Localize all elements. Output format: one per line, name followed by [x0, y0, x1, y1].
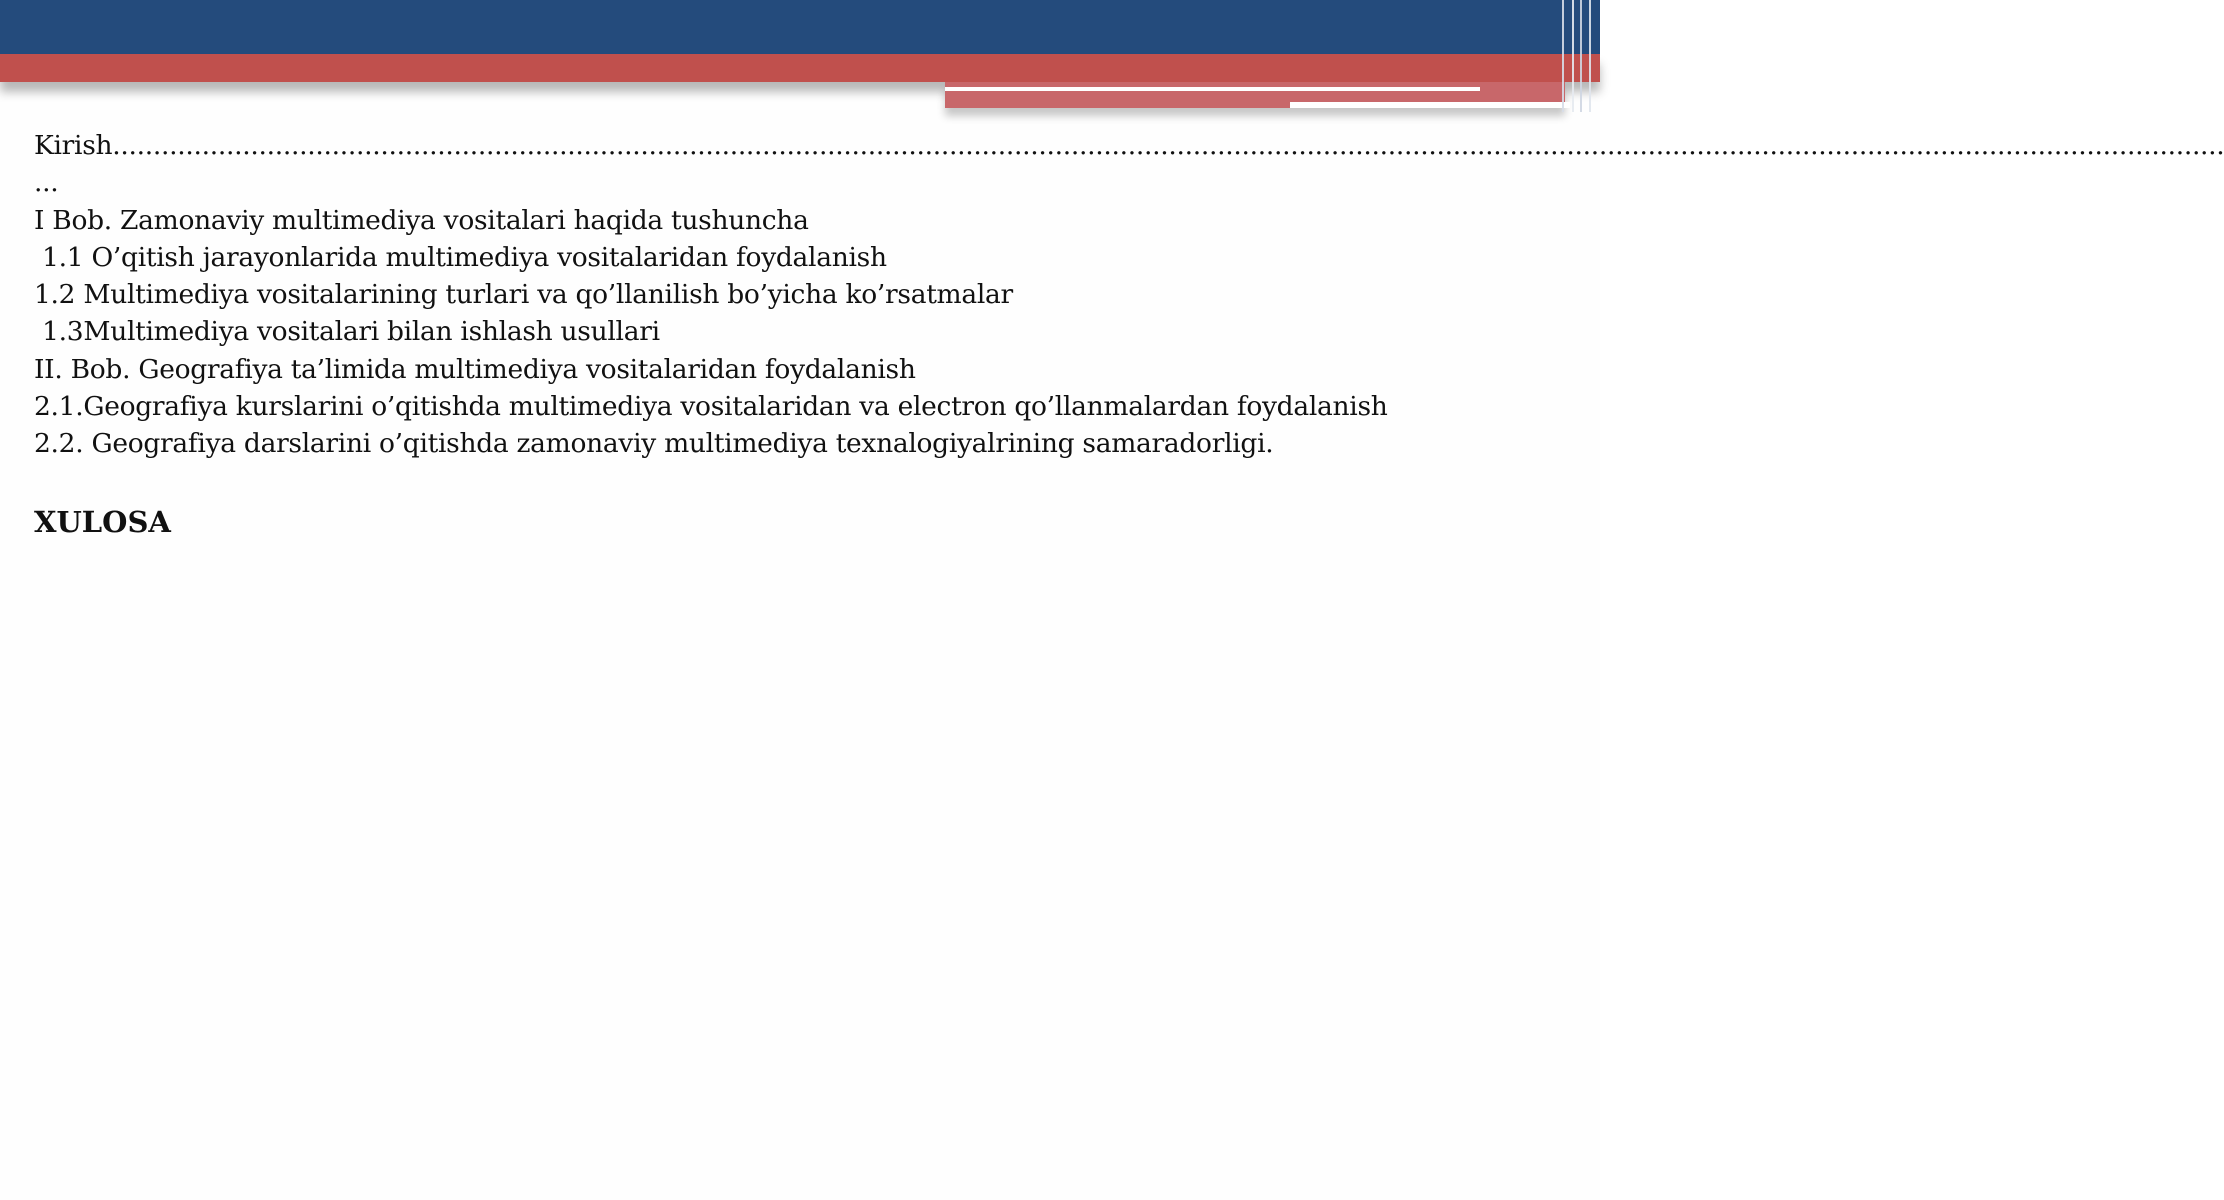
toc-item-1-1: 1.1 O’qitish jarayonlarida multimediya vositalaridan foydalanish — [34, 241, 887, 273]
table-of-contents — [34, 127, 2224, 463]
toc-conclusion-heading: XULOSA — [34, 505, 171, 539]
header-red-stripe — [0, 54, 1600, 82]
header-blue-bar — [0, 0, 1600, 54]
toc-item-chapter-1: I Bob. Zamonaviy multimediya vositalari haqida tushuncha — [34, 204, 809, 236]
toc-item-1-2: 1.2 Multimediya vositalarining turlari va qo’llanilish bo’yicha ko’rsatmalar — [34, 279, 1013, 311]
toc-item-chapter-2: II. Bob. Geografiya ta’limida multimediya vositalaridan foydalanish — [34, 353, 916, 385]
toc-item-2-1: 2.1.Geografiya kurslarini o’qitishda multimediya vositalaridan va electron qo’llanmalardan foydalanish — [34, 391, 1388, 423]
toc-intro-leader: .................................................................................................................................................................................................................................................................... — [112, 130, 2224, 161]
toc-intro-line — [34, 127, 2224, 164]
toc-item-1-3: 1.3Multimediya vositalari bilan ishlash usullari — [34, 316, 660, 348]
header-white-line — [945, 87, 1480, 91]
toc-intro-label: Kirish — [34, 130, 113, 161]
toc-intro-continuation: ... — [34, 167, 59, 199]
toc-item-2-2: 2.2. Geografiya darslarini o’qitishda zamonaviy multimediya texnalogiyalrining samaradorligi. — [34, 428, 1274, 460]
header-white-line-short — [1290, 102, 1570, 108]
header-edge-lines — [1554, 0, 1600, 112]
